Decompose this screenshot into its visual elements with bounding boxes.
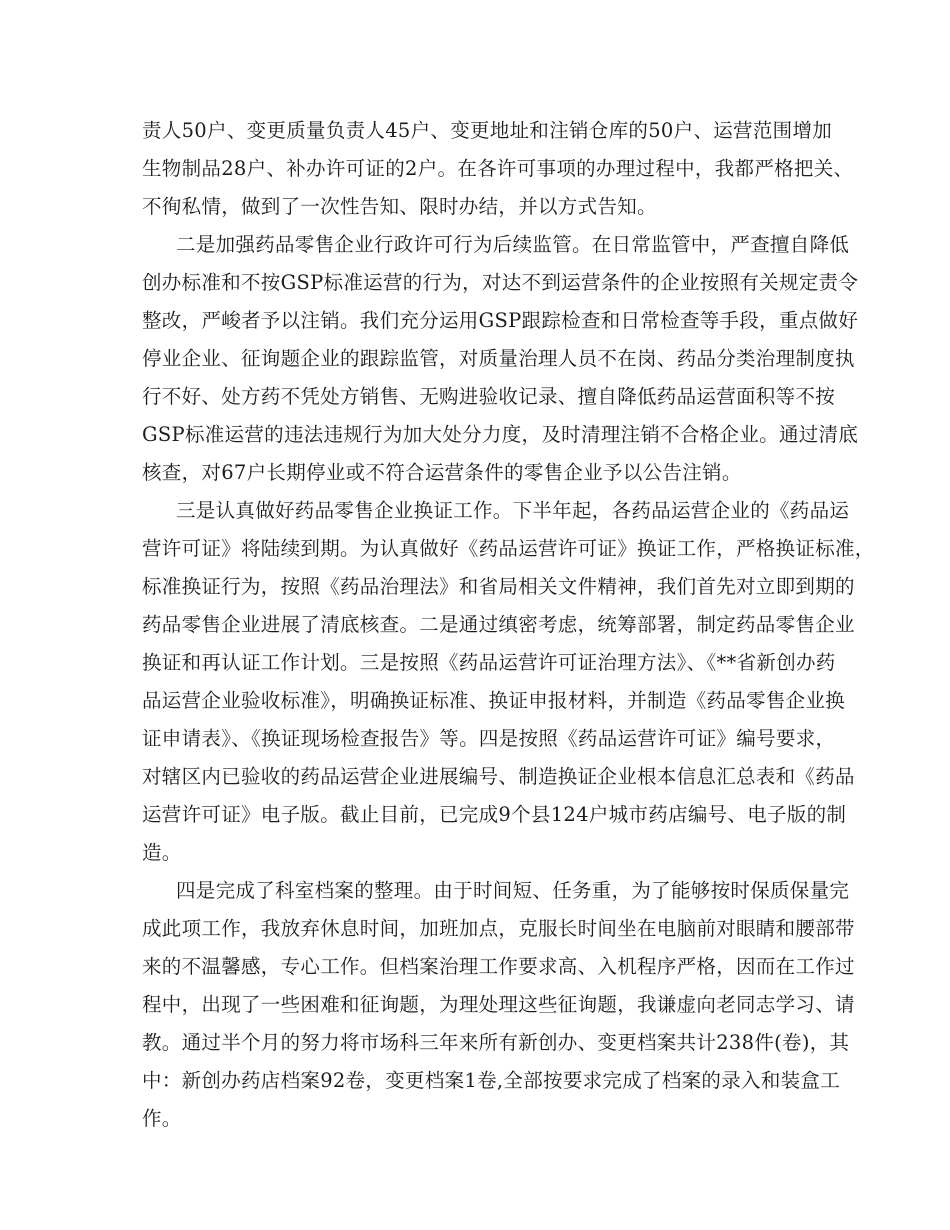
body-text-line: 停业企业、征询题企业的跟踪监管，对质量治理人员不在岗、药品分类治理制度执 [142, 347, 855, 370]
body-text-line: 核查，对67户长期停业或不符合运营条件的零售企业予以公告注销。 [142, 461, 742, 484]
paragraph-start-line: 四是完成了科室档案的整理。由于时间短、任务重，为了能够按时保质保量完 [176, 879, 850, 902]
paragraph-start-line: 二是加强药品零售企业行政许可行为后续监管。在日常监管中，严查擅自降低 [176, 233, 850, 256]
body-text-line: GSP标准运营的违法违规行为加大处分力度，及时清理注销不合格企业。通过清底 [142, 423, 859, 446]
body-text-line: 品运营企业验收标准》，明确换证标准、换证申报材料，并制造《药品零售企业换 [142, 689, 846, 712]
body-text-line: 营许可证》将陆续到期。为认真做好《药品运营许可证》换证工作，严格换证标准， [142, 537, 875, 560]
body-text-line: 整改，严峻者予以注销。我们充分运用GSP跟踪检查和日常检查等手段，重点做好 [142, 309, 859, 332]
body-text-line: 生物制品28户、补办许可证的2户。在各许可事项的办理过程中，我都严格把关、 [142, 157, 854, 180]
body-text-line: 运营许可证》电子版。截止目前，已完成9个县124户城市药店编号、电子版的制 [142, 803, 847, 826]
body-text-line: 换证和再认证工作计划。三是按照《药品运营许可证治理方法》、《**省新创办药 [142, 651, 836, 674]
body-text-line: 造。 [142, 841, 182, 864]
body-text-line: 对辖区内已验收的药品运营企业进展编号、制造换证企业根本信息汇总表和《药品 [142, 765, 855, 788]
body-text-line: 中：新创办药店档案92卷，变更档案1卷,全部按要求完成了档案的录入和装盒工 [142, 1069, 841, 1092]
body-text-line: 证申请表》、《换证现场检查报告》等。四是按照《药品运营许可证》编号要求， [142, 727, 836, 750]
body-text-line: 标准换证行为，按照《药品治理法》和省局相关文件精神，我们首先对立即到期的 [142, 575, 855, 598]
body-text-line: 来的不温馨感，专心工作。但档案治理工作要求高、入机程序严格，因而在工作过 [142, 955, 855, 978]
body-text-line: 行不好、处方药不凭处方销售、无购进验收记录、擅自降低药品运营面积等不按 [142, 385, 836, 408]
body-text-line: 药品零售企业进展了清底核查。二是通过缜密考虑，统筹部署，制定药品零售企业 [142, 613, 855, 636]
body-text-line: 创办标准和不按GSP标准运营的行为，对达不到运营条件的企业按照有关规定责令 [142, 271, 859, 294]
body-text-line: 责人50户、变更质量负责人45户、变更地址和注销仓库的50户、运营范围增加 [142, 119, 833, 142]
body-text-line: 成此项工作，我放弃休息时间，加班加点，克服长时间坐在电脑前对眼睛和腰部带 [142, 917, 855, 940]
body-text-line: 不徇私情，做到了一次性告知、限时办结，并以方式告知。 [142, 195, 657, 218]
body-text-line: 程中，出现了一些困难和征询题，为理处理这些征询题，我谦虚向老同志学习、请 [142, 993, 855, 1016]
body-text-line: 教。通过半个月的努力将市场科三年来所有新创办、变更档案共计238件(卷)，其 [142, 1031, 850, 1054]
paragraph-start-line: 三是认真做好药品零售企业换证工作。下半年起，各药品运营企业的《药品运 [176, 499, 850, 522]
body-text-line: 作。 [142, 1107, 182, 1130]
